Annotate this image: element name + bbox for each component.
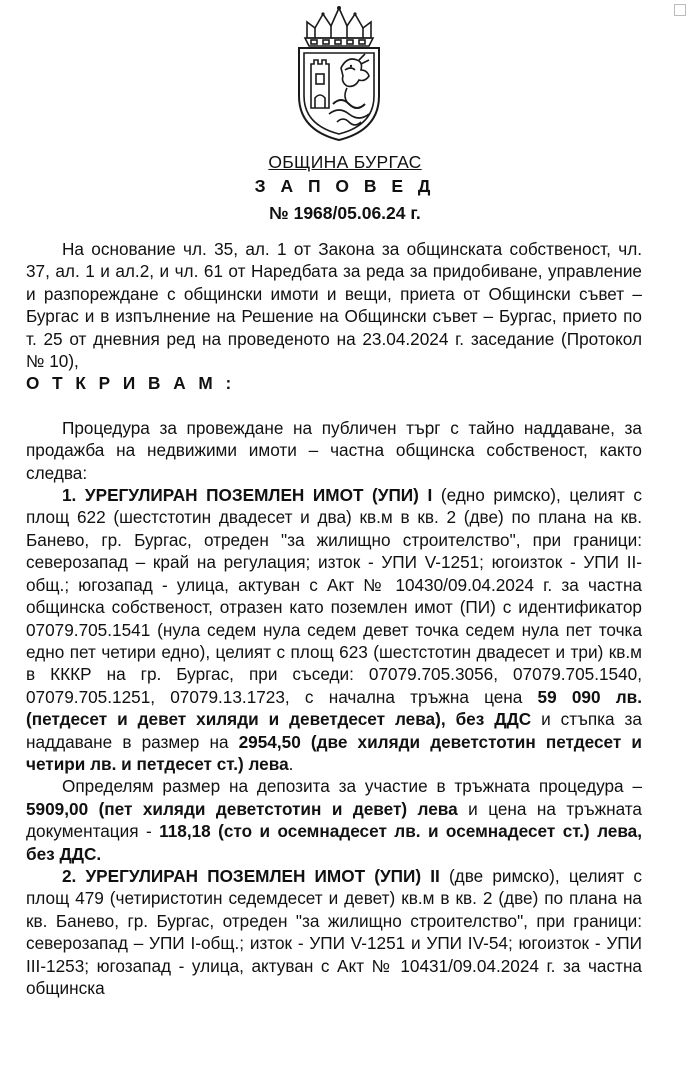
order-body bbox=[26, 238, 642, 999]
item-1-title: 1. УРЕГУЛИРАН ПОЗЕМЛЕН ИМОТ (УПИ) I bbox=[62, 485, 433, 506]
procedure-paragraph: Процедура за провеждане на публичен търг с тайно наддаване, за продажба на недвижими имоти – частна общинска собственост, както следва: bbox=[26, 417, 642, 483]
deposit-amount: 5909,00 (пет хиляди деветстотин и девет) лева bbox=[26, 798, 458, 819]
item-1-bid-step: 2954,50 (две хиляди деветстотин петдесет и четири лв. и петдесет ст.) лева bbox=[26, 731, 642, 774]
corner-mark bbox=[674, 4, 686, 16]
item-1-end: . bbox=[288, 753, 294, 774]
document-number: № 1968/05.06.24 г. bbox=[269, 203, 421, 223]
item-1-deposit-paragraph bbox=[26, 775, 642, 865]
burgas-coat-of-arms-icon bbox=[285, 4, 393, 144]
municipality-name: ОБЩИНА БУРГАС bbox=[268, 152, 422, 172]
item-1-paragraph bbox=[26, 484, 642, 775]
doc-price-label: и цена на тръжната документация - bbox=[26, 798, 642, 842]
item-2-paragraph bbox=[26, 865, 642, 999]
item-2-title: 2. УРЕГУЛИРАН ПОЗЕМЛЕН ИМОТ (УПИ) II bbox=[62, 865, 440, 886]
item-1-description: (едно римско), целият с площ 622 (шестстотин двадесет и два) кв.м в кв. 2 (две) по плана на кв. Банево, гр. Бургас, отреден "за жилищно строителство", при граници: северозапад – край на регулация; изток - УПИ V-1251; югоизток - УПИ II-общ.; югозапад - улица, актуван с Акт № 10430/09.04.2024 г. за частна общинска собственост, отразен като поземлен имот (ПИ) с идентификатор 07079.705.1541 (нула седем нула седем девет точка седем нула пет точка едно пет четири едно), целият с площ 623 (шестстотин двадесет и три) кв.м в КККР на гр. Бургас, при съседи: 07079.705.3056, 07079.705.1540, 07079.705.1251, 07079.13.1723, с начална тръжна цена bbox=[26, 485, 643, 707]
document-type-heading: З А П О В Е Д bbox=[254, 176, 436, 196]
item-1-starting-price: 59 090 лв. (петдесет и девет хиляди и деветдесет лева), без ДДС bbox=[26, 686, 642, 730]
item-1-step-label: и стъпка за наддаване в размер на bbox=[26, 709, 642, 752]
open-heading: О Т К Р И В А М : bbox=[26, 373, 236, 394]
documentation-price: 118,18 (сто и осемнадесет лв. и осемнадесет ст.) лева, без ДДС. bbox=[26, 821, 642, 864]
item-2-description: (две римско), целият с площ 479 (четиристотин седемдесет и девет) кв.м в кв. 2 (две) по плана на кв. Банево, гр. Бургас, отреден "за жилищно строителство", при граници: северозапад – УПИ I-общ.; изток - УПИ V-1251 и УПИ IV-54; югоизток - УПИ III-1253; югозапад - улица, актуван с Акт № 10431/09.04.2024 г. за частна общинска bbox=[26, 865, 643, 998]
preamble-paragraph: На основание чл. 35, ал. 1 от Закона за общинската собственост, чл. 37, ал. 1 и ал.2, и чл. 61 от Наредбата за реда за придобиване, управление и разпореждане с общински имоти и вещи, приета от Общински съвет – Бургас и в изпълнение на Решение на Общински съвет – Бургас, прието по т. 25 от дневния ред на проведеното на 23.04.2024 г. заседание (Протокол № 10), bbox=[26, 239, 642, 372]
deposit-label: Определям размер на депозита за участие в тръжната процедура – bbox=[62, 776, 642, 797]
